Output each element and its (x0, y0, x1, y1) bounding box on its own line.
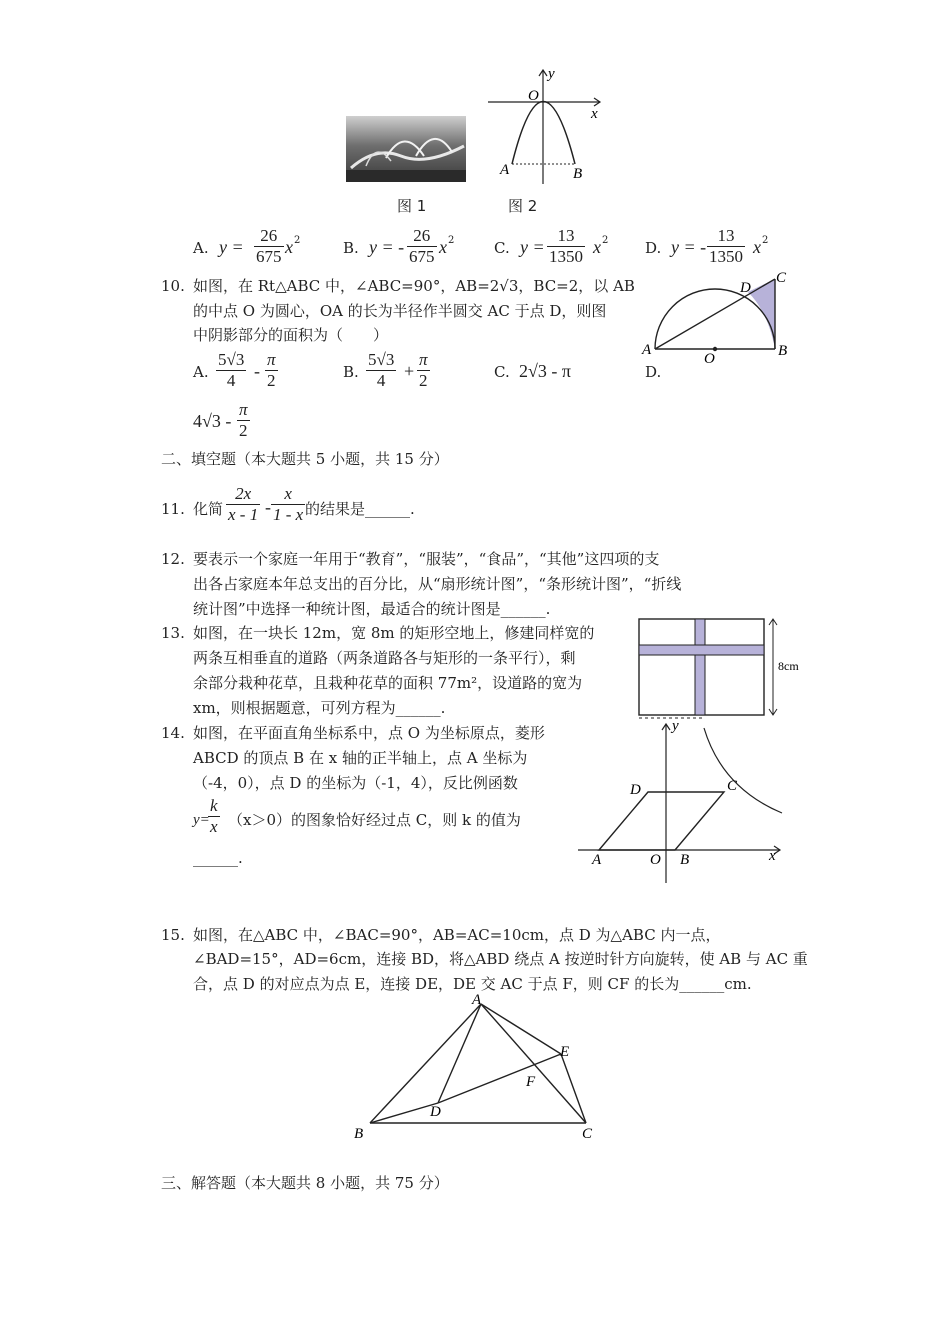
q9-parabola-figure (488, 64, 608, 186)
q15-line3: 合，点 D 的对应点为点 E，连接 DE，DE 交 AC 于点 F，则 CF 的长为______cm. (193, 975, 752, 993)
q10-option-a-frac2: $\frac{\pi}{2}$ (267, 350, 276, 390)
label-C: C (776, 270, 787, 286)
label-A: A (642, 342, 652, 358)
q10-option-c-letter: C. (494, 363, 510, 381)
label-x: x (591, 106, 598, 122)
q9-option-d-content: D. y = - $\frac{13}{1350}$ x 2 (645, 226, 769, 266)
q15-line2: ∠BAD=15°，AD=6cm，连接 BD，将△ABD 绕点 A 按逆时针方向旋转，使 AB 与 AC 重 (193, 950, 808, 968)
q10-semicircle-figure (640, 262, 800, 366)
section-2-heading: 二、填空题（本大题共 5 小题，共 15 分） (161, 450, 449, 468)
label-C: C (582, 1126, 593, 1142)
label-O: O (704, 351, 715, 367)
label-y: y (548, 66, 555, 82)
q13-line2: 两条互相垂直的道路（两条道路各与矩形的一条平行），剩 (193, 649, 576, 667)
q12-number: 12. (161, 550, 185, 568)
q15-line1: 如图，在△ABC 中，∠BAC=90°，AB=AC=10cm，点 D 为△ABC 内一点， (193, 926, 721, 944)
q10-line3: 中阴影部分的面积为（ ） (193, 326, 389, 344)
q12-line2: 出各占家庭本年总支出的百分比，从“扇形统计图”，“条形统计图”，“折线 (193, 575, 682, 593)
q10-option-c-value: 2√3 - π (519, 361, 571, 381)
label-E: E (560, 1044, 570, 1060)
q9-options: A. y = $\frac{26}{675}$ x 2 B. y = - $\frac{26}{675}$ x 2 C. y = $\frac{13}{1350}$ x 2 (193, 226, 609, 266)
label-A: A (500, 162, 510, 178)
q10-options: A. $\frac{5√3}{4}$ - $\frac{\pi}{2}$ B. $\frac{5√3}{4}$ + $\frac{\pi}{2}$ C. 2√3 - π D. (193, 350, 662, 390)
q10-option-a-letter: A. (193, 363, 209, 381)
label-8cm: 8cm (778, 659, 799, 673)
q14-line1: 如图，在平面直角坐标系中，点 O 为坐标原点，菱形 (193, 724, 545, 742)
q10-option-b-frac2: $\frac{\pi}{2}$ (419, 350, 428, 390)
label-A: A (592, 852, 602, 868)
q10-option-d-value: 4√3 - $\frac{\pi}{2}$ (193, 400, 248, 440)
q14-line2: ABCD 的顶点 B 在 x 轴的正半轴上，点 A 坐标为 (193, 749, 528, 767)
label-O: O (650, 852, 661, 868)
label-D: D (630, 782, 641, 798)
section-3-heading: 三、解答题（本大题共 8 小题，共 75 分） (161, 1174, 449, 1192)
q14-number: 14. (161, 724, 185, 742)
q12-line1: 要表示一个家庭一年用于“教育”，“服装”，“食品”，“其他”这四项的支 (193, 550, 660, 568)
label-C: C (727, 778, 738, 794)
label-D: D (430, 1104, 441, 1120)
q10-option-b-letter: B. (343, 363, 359, 381)
label-y: y (672, 718, 679, 734)
q10-line2: 的中点 O 为圆心，OA 的长为半径作半圆交 AC 于点 D，则图 (193, 302, 607, 320)
q13-line3: 余部分栽种花草，且栽种花草的面积 77m²，设道路的宽为 (193, 674, 583, 692)
q15-triangle-figure (348, 990, 608, 1145)
label-F: F (526, 1074, 536, 1090)
label-x: x (769, 848, 776, 864)
q10-number: 10. (161, 277, 185, 295)
q9-photo-figure (346, 116, 466, 182)
q11-number: 11. (161, 500, 185, 518)
q13-rectangle-figure (634, 616, 799, 720)
figure-caption-2: 图 2 (508, 197, 538, 215)
figure-caption-1: 图 1 (397, 197, 427, 215)
q13-line1: 如图，在一块长 12m，宽 8m 的矩形空地上，修建同样宽的 (193, 624, 595, 642)
q13-line4: xm，则根据题意，可列方程为______. (193, 699, 446, 717)
q11-expression: 化简 $\frac{2x}{x - 1}$ - $\frac{x}{1 - x}$ 的结果是______. (193, 484, 415, 524)
q10-option-b-frac1: $\frac{5√3}{4}$ (368, 350, 395, 390)
label-B: B (573, 166, 583, 182)
label-A: A (472, 992, 482, 1008)
q14-line4: y= $\frac{k}{x}$ （x＞0）的图象恰好经过点 C，则 k 的值为 (193, 796, 521, 836)
q10-line1: 如图，在 Rt△ABC 中，∠ABC=90°，AB=2√3，BC=2，以 AB (193, 277, 635, 295)
label-D: D (740, 280, 751, 296)
q14-line5: ______. (193, 849, 243, 867)
label-B: B (354, 1126, 364, 1142)
q12-line3: 统计图”中选择一种统计图，最适合的统计图是______. (193, 600, 551, 618)
q10-option-d-letter: D. (645, 363, 662, 381)
label-B: B (680, 852, 690, 868)
label-O: O (528, 88, 539, 104)
q14-line3: （-4，0），点 D 的坐标为（-1，4），反比例函数 (193, 774, 518, 792)
q14-rhombus-figure (572, 718, 792, 888)
label-B: B (778, 343, 788, 359)
q15-number: 15. (161, 926, 185, 944)
q13-number: 13. (161, 624, 185, 642)
q10-option-a-frac1: $\frac{5√3}{4}$ (218, 350, 245, 390)
